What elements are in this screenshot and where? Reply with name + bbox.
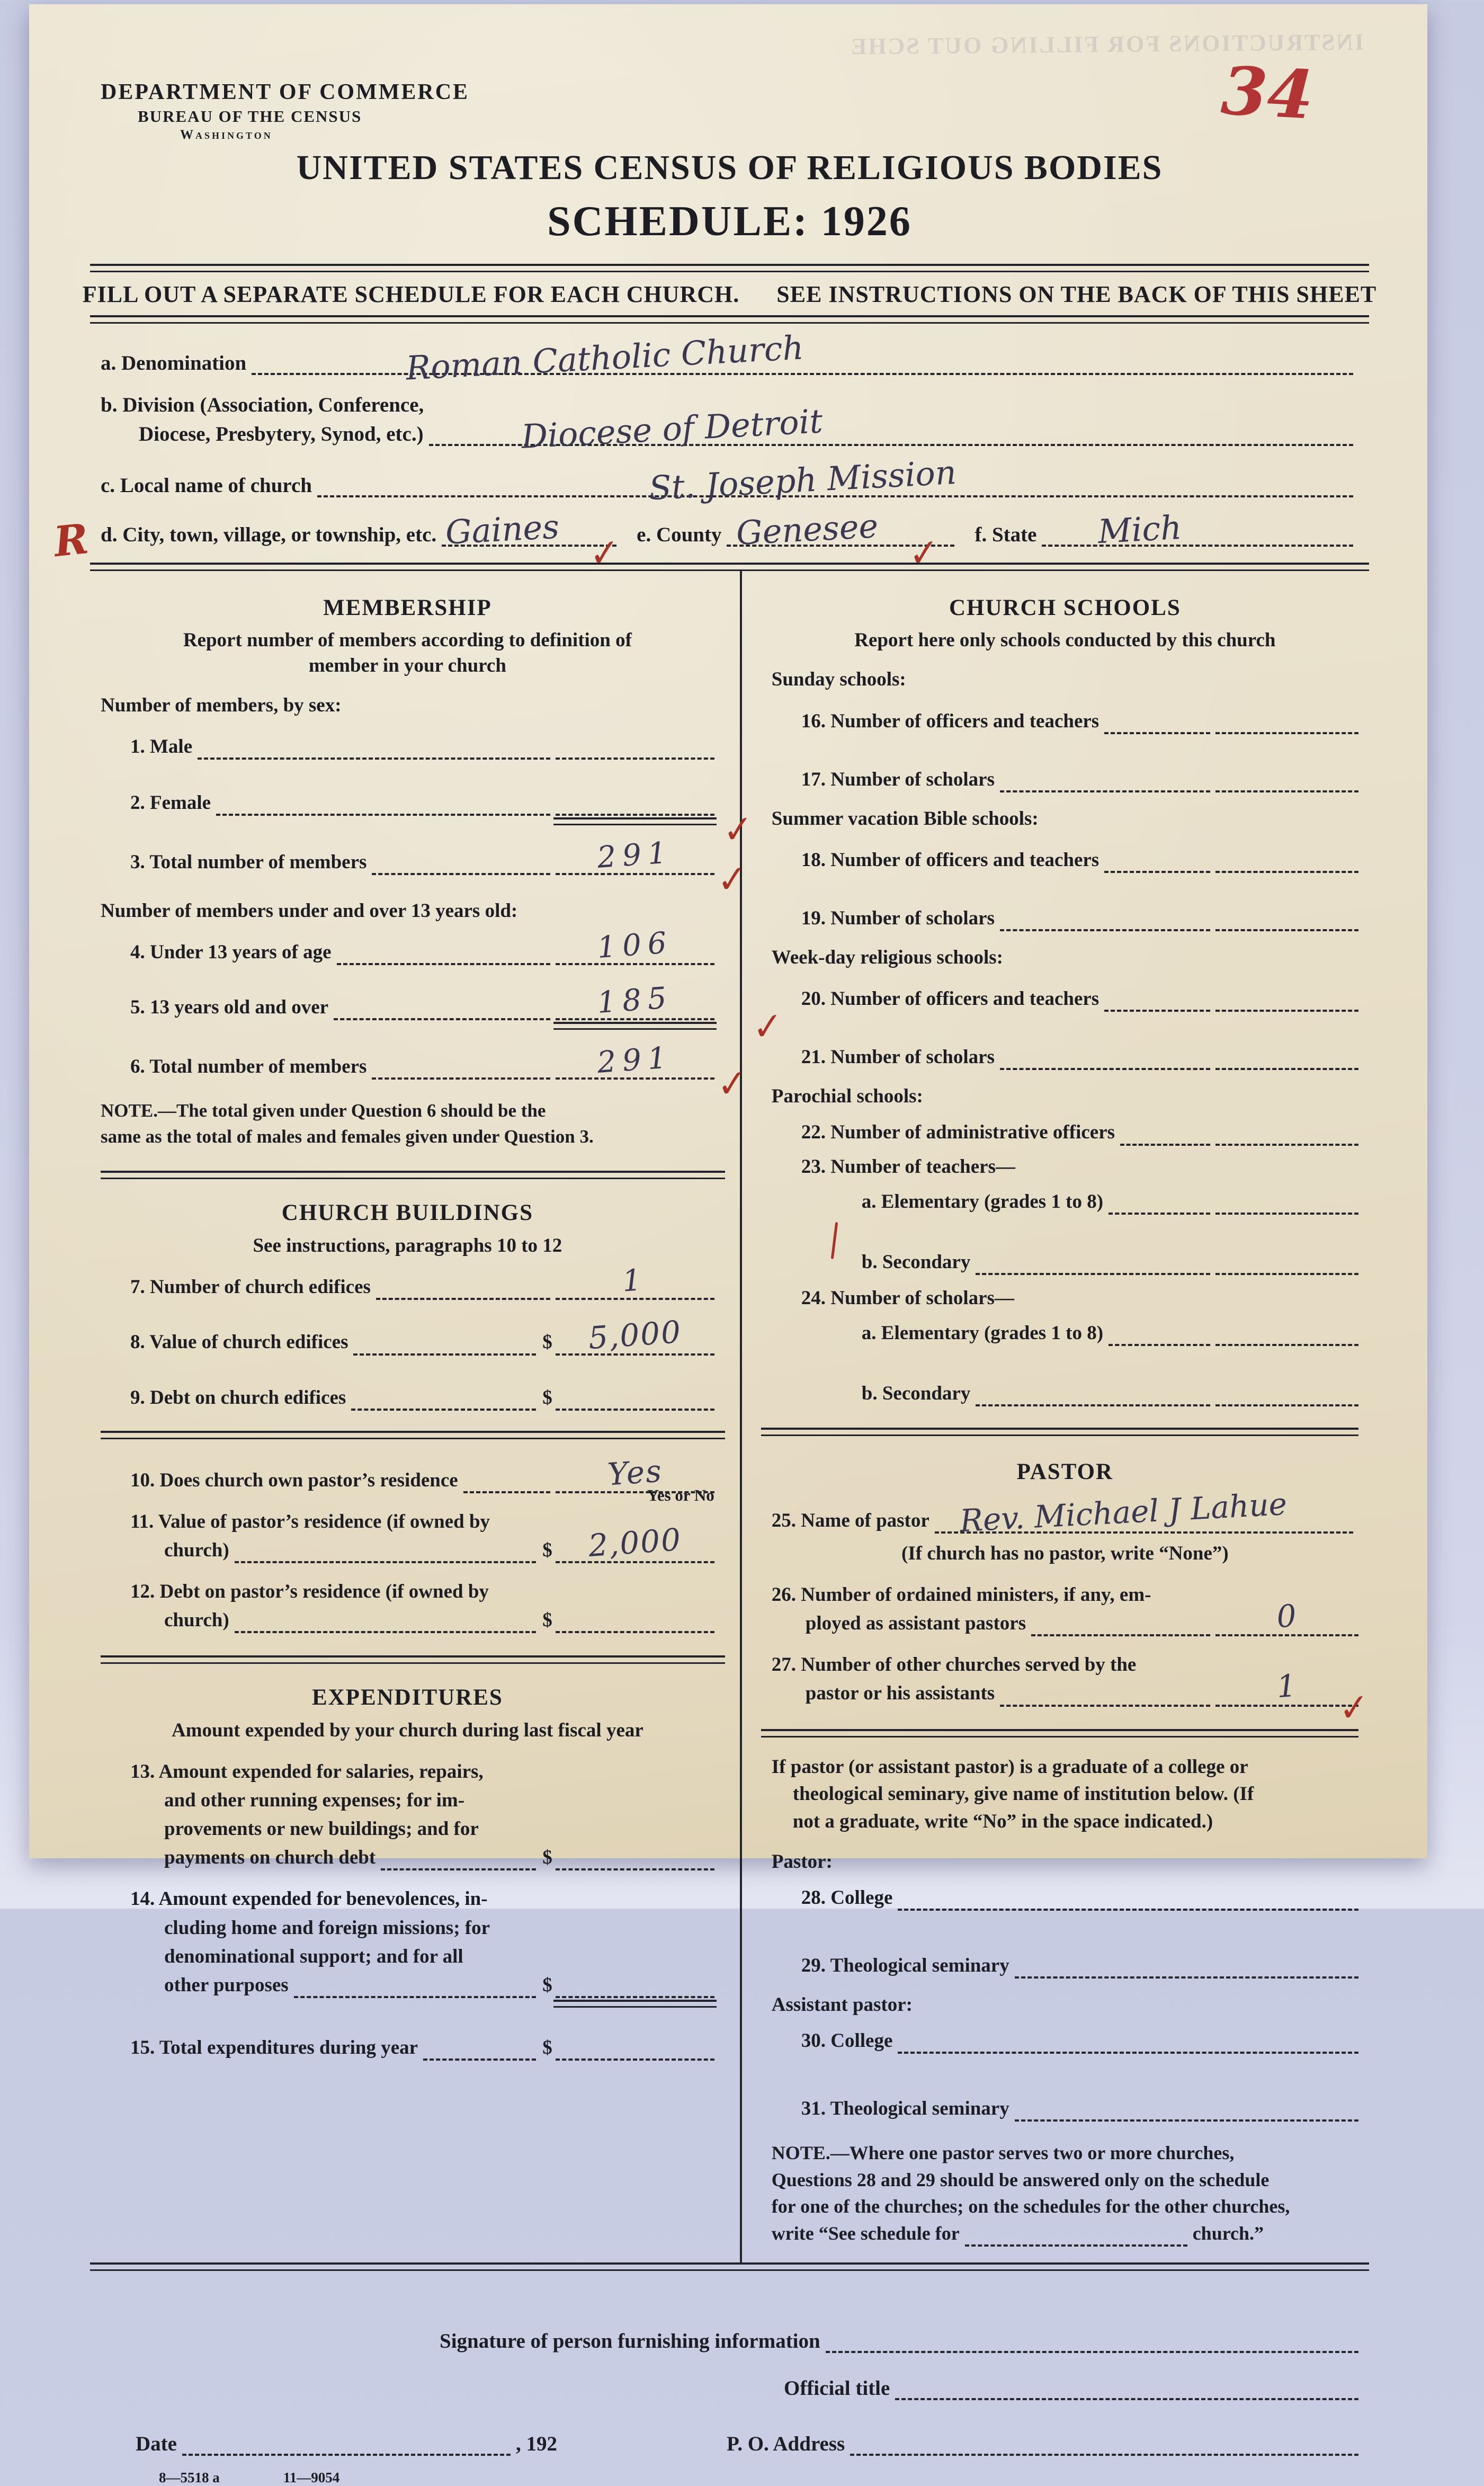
q19-label: 19. Number of scholars bbox=[801, 907, 995, 929]
q5-value: 185 bbox=[596, 981, 674, 1021]
banner-part1: FILL OUT A SEPARATE SCHEDULE FOR EACH CHURCH. bbox=[82, 281, 740, 307]
leader-line bbox=[235, 1621, 537, 1634]
q13-line1: 13. Amount expended for salaries, repairs, bbox=[130, 1761, 484, 1783]
divider bbox=[761, 1428, 1358, 1436]
field-a-line bbox=[252, 327, 1353, 388]
question-8 bbox=[101, 1314, 714, 1357]
field-a-label: a. Denomination bbox=[101, 351, 247, 375]
leader-line bbox=[1108, 1334, 1210, 1346]
q13-line2: and other running expenses; for im- bbox=[164, 1789, 465, 1812]
note-line2: same as the total of males and females given under Question 3. bbox=[101, 1126, 594, 1147]
dollar-sign: $ bbox=[542, 1386, 552, 1409]
leader-line bbox=[1031, 1625, 1210, 1637]
q2-label: 2. Female bbox=[130, 791, 211, 814]
q23-label: 23. Number of teachers— bbox=[801, 1155, 1015, 1178]
divider bbox=[90, 2262, 1369, 2271]
divider bbox=[101, 1655, 725, 1664]
leader-line bbox=[898, 1899, 1358, 1911]
q27-value: 1 bbox=[1275, 1667, 1299, 1705]
q25-label: 25. Name of pastor bbox=[771, 1509, 929, 1531]
question-4 bbox=[101, 925, 714, 966]
leader-line bbox=[1104, 861, 1210, 873]
date-address-row bbox=[101, 2432, 1358, 2456]
q23a-answer bbox=[1215, 1201, 1358, 1215]
footer bbox=[101, 2271, 1358, 2486]
leader-line bbox=[216, 804, 550, 816]
q11-answer bbox=[556, 1521, 714, 1564]
q25-note: (If church has no pastor, write “None”) bbox=[901, 1543, 1229, 1565]
question-20 bbox=[772, 986, 1358, 1012]
pastor-note-line4a: write “See schedule for bbox=[771, 2222, 960, 2244]
divider bbox=[90, 315, 1369, 324]
yes-or-no-hint: Yes or No bbox=[647, 1485, 714, 1504]
po-address-label: P. O. Address bbox=[726, 2432, 845, 2456]
field-c-value: St. Joseph Mission bbox=[648, 452, 958, 507]
question-15 bbox=[101, 2035, 714, 2061]
group-parochial-schools: Parochial schools: bbox=[771, 1085, 923, 1108]
question-26 bbox=[772, 1582, 1358, 1636]
official-title-line bbox=[895, 2388, 1358, 2401]
pastor-note bbox=[772, 2140, 1358, 2247]
leader-line bbox=[337, 954, 550, 966]
q30-label: 30. College bbox=[801, 2030, 893, 2052]
po-address-line bbox=[850, 2444, 1358, 2456]
census-schedule-form bbox=[29, 4, 1427, 2486]
red-checkmark: ✓ bbox=[722, 807, 754, 852]
q13-line3: provements or new buildings; and for bbox=[164, 1818, 479, 1840]
group-weekday-schools: Week-day religious schools: bbox=[771, 947, 1003, 969]
q7-answer bbox=[556, 1262, 714, 1300]
q4-label: 4. Under 13 years of age bbox=[130, 941, 332, 964]
leader-line bbox=[1000, 780, 1210, 792]
leader-line bbox=[1015, 1967, 1358, 1979]
date-suffix: , 192 bbox=[515, 2432, 557, 2456]
q15-label: 15. Total expenditures during year bbox=[130, 2036, 418, 2059]
note-line1: NOTE.—The total given under Question 6 should be the bbox=[101, 1100, 546, 1121]
q20-answer bbox=[1215, 998, 1358, 1012]
question-5 bbox=[101, 981, 714, 1021]
question-29 bbox=[772, 1953, 1358, 1979]
question-2 bbox=[101, 790, 714, 816]
leader-line bbox=[423, 2048, 536, 2061]
field-a-value: Roman Catholic Church bbox=[405, 327, 805, 388]
signature-label: Signature of person furnishing information bbox=[440, 2330, 820, 2353]
question-11 bbox=[101, 1509, 714, 1563]
q11-label2: church) bbox=[164, 1539, 229, 1561]
question-10 bbox=[101, 1453, 714, 1504]
leader-line bbox=[1108, 1202, 1210, 1215]
church-buildings-subheading: See instructions, paragraphs 10 to 12 bbox=[253, 1235, 562, 1257]
q27-label2: pastor or his assistants bbox=[805, 1682, 995, 1705]
leader-line bbox=[1000, 1695, 1210, 1707]
pastor-note-line1: NOTE.—Where one pastor serves two or more churches, bbox=[771, 2142, 1235, 2164]
q20-label: 20. Number of officers and teachers bbox=[801, 988, 1099, 1010]
grad-line2: theological seminary, give name of institution below. (If bbox=[792, 1783, 1254, 1805]
page-number-handwritten: 34 bbox=[1219, 52, 1316, 135]
left-column bbox=[101, 571, 748, 2263]
dollar-sign: $ bbox=[542, 1847, 552, 1869]
q1-answer bbox=[556, 746, 714, 760]
divider bbox=[101, 1431, 725, 1439]
pastor-note-line4b: church.” bbox=[1192, 2222, 1264, 2244]
agency-city: Washington bbox=[180, 128, 273, 142]
q3-answer bbox=[556, 835, 748, 902]
q17-label: 17. Number of scholars bbox=[801, 768, 995, 790]
q7-label: 7. Number of church edifices bbox=[130, 1276, 371, 1298]
q24-label: 24. Number of scholars— bbox=[801, 1287, 1014, 1309]
question-13 bbox=[101, 1759, 714, 1870]
question-24 bbox=[772, 1286, 1358, 1311]
q23b-label: b. Secondary bbox=[861, 1251, 971, 1273]
field-c-label: c. Local name of church bbox=[101, 474, 312, 497]
q25-value: Rev. Michael J Lahue bbox=[959, 1485, 1288, 1539]
q26-value: 0 bbox=[1275, 1597, 1299, 1635]
question-24a bbox=[772, 1321, 1358, 1346]
q12-answer bbox=[556, 1619, 714, 1633]
expenditures-heading: EXPENDITURES bbox=[311, 1685, 503, 1710]
membership-subheading bbox=[122, 628, 693, 679]
divider bbox=[101, 1171, 725, 1179]
q16-answer bbox=[1215, 720, 1358, 734]
q1-label: 1. Male bbox=[130, 735, 193, 758]
grad-line1: If pastor (or assistant pastor) is a graduate of a college or bbox=[771, 1756, 1248, 1778]
field-f-line bbox=[1042, 507, 1353, 551]
question-23b bbox=[772, 1250, 1358, 1275]
leader-line bbox=[334, 1009, 550, 1021]
header-fields bbox=[51, 324, 1358, 575]
question-23a bbox=[772, 1189, 1358, 1215]
leader-line bbox=[353, 1343, 536, 1356]
question-30 bbox=[772, 2028, 1358, 2054]
field-b-label1: b. Division (Association, Conference, bbox=[101, 393, 424, 416]
q21-answer bbox=[1215, 1056, 1358, 1070]
dollar-sign: $ bbox=[542, 1539, 552, 1561]
dollar-sign: $ bbox=[542, 1974, 552, 1996]
question-14 bbox=[101, 1886, 714, 1998]
red-checkmark: ✓ bbox=[752, 1004, 783, 1049]
church-schools-heading: CHURCH SCHOOLS bbox=[949, 595, 1181, 620]
question-23 bbox=[772, 1154, 1358, 1180]
field-d-label: d. City, town, village, or township, etc. bbox=[101, 523, 437, 546]
q24a-answer bbox=[1215, 1332, 1358, 1346]
field-local-name bbox=[101, 452, 1358, 507]
divider bbox=[90, 264, 1369, 272]
q12-label1: 12. Debt on pastor’s residence (if owned by bbox=[130, 1580, 489, 1602]
q24b-label: b. Secondary bbox=[861, 1382, 971, 1404]
form-subtitle: SCHEDULE: 1926 bbox=[547, 198, 912, 245]
q14-answer bbox=[556, 1984, 714, 1998]
q23b-answer bbox=[1215, 1261, 1358, 1275]
q14-line1: 14. Amount expended for benevolences, in- bbox=[130, 1888, 488, 1910]
q22-answer bbox=[1215, 1131, 1358, 1145]
leader-line bbox=[1000, 920, 1210, 932]
question-3 bbox=[101, 835, 748, 902]
dollar-sign: $ bbox=[542, 2036, 552, 2059]
dollar-sign: $ bbox=[542, 1609, 552, 1631]
leader-line bbox=[376, 1288, 550, 1300]
leader-line bbox=[976, 1395, 1210, 1407]
red-checkmark: ✓ bbox=[589, 530, 621, 575]
q22-label: 22. Number of administrative officers bbox=[801, 1121, 1115, 1144]
q26-label2: ployed as assistant pastors bbox=[805, 1612, 1026, 1635]
q2-answer bbox=[556, 802, 714, 816]
question-19 bbox=[772, 906, 1358, 931]
date-label: Date bbox=[136, 2432, 177, 2456]
church-schools-subheading: Report here only schools conducted by this church bbox=[854, 629, 1276, 652]
red-mark bbox=[831, 1222, 838, 1259]
q11-value: 2,000 bbox=[587, 1521, 683, 1564]
divider bbox=[90, 563, 1369, 571]
assistant-pastor-group-label: Assistant pastor: bbox=[771, 1994, 913, 2016]
q8-value: 5,000 bbox=[587, 1314, 683, 1357]
question-9 bbox=[101, 1385, 714, 1411]
leader-line bbox=[1120, 1134, 1210, 1146]
group-sunday-schools: Sunday schools: bbox=[771, 669, 906, 691]
red-margin-mark: R bbox=[51, 514, 91, 566]
q13-line4: payments on church debt bbox=[164, 1847, 376, 1869]
leader-line bbox=[1104, 1000, 1210, 1012]
field-d-value: Gaines bbox=[444, 506, 560, 552]
signature-line bbox=[826, 2341, 1358, 2354]
instruction-banner bbox=[82, 272, 1377, 315]
q28-label: 28. College bbox=[801, 1887, 893, 1909]
question-7 bbox=[101, 1262, 714, 1300]
q27-answer bbox=[1215, 1667, 1370, 1730]
dollar-sign: $ bbox=[542, 1331, 552, 1353]
q10-answer bbox=[556, 1453, 714, 1504]
pastor-heading: PASTOR bbox=[1016, 1459, 1114, 1485]
q5-label: 5. 13 years old and over bbox=[130, 996, 329, 1019]
leader-line bbox=[976, 1263, 1210, 1275]
church-buildings-heading: CHURCH BUILDINGS bbox=[281, 1200, 533, 1226]
field-e-value: Genesee bbox=[735, 506, 879, 553]
q6-answer bbox=[556, 1040, 748, 1107]
q31-label: 31. Theological seminary bbox=[801, 2098, 1009, 2120]
leader-line bbox=[198, 747, 550, 760]
agency-block bbox=[101, 78, 1358, 144]
expenditures-subheading: Amount expended by your church during last fiscal year bbox=[171, 1719, 643, 1741]
field-city-county-state bbox=[51, 506, 1358, 575]
field-f-value: Mich bbox=[1097, 507, 1183, 551]
question-6 bbox=[101, 1040, 748, 1107]
leader-line bbox=[965, 2235, 1187, 2247]
q26-answer bbox=[1215, 1597, 1358, 1636]
question-16 bbox=[772, 709, 1358, 734]
group-members-by-sex: Number of members, by sex: bbox=[101, 694, 342, 716]
q18-answer bbox=[1215, 859, 1358, 873]
leader-line bbox=[463, 1481, 550, 1493]
leader-line bbox=[1104, 722, 1210, 734]
q8-answer bbox=[556, 1314, 714, 1357]
q12-label2: church) bbox=[164, 1609, 229, 1631]
q19-answer bbox=[1215, 917, 1358, 931]
q17-answer bbox=[1215, 779, 1358, 792]
q8-label: 8. Value of church edifices bbox=[130, 1331, 348, 1353]
membership-note bbox=[101, 1098, 714, 1150]
graduate-note bbox=[772, 1753, 1358, 1835]
q29-label: 29. Theological seminary bbox=[801, 1955, 1009, 1977]
q23a-label: a. Elementary (grades 1 to 8) bbox=[861, 1190, 1104, 1213]
question-25 bbox=[771, 1485, 1358, 1539]
q6-value: 291 bbox=[596, 1040, 674, 1080]
question-31 bbox=[772, 2096, 1358, 2122]
form-body bbox=[101, 571, 1370, 2263]
banner-part2: SEE INSTRUCTIONS ON THE BACK OF THIS SHEET bbox=[776, 281, 1377, 307]
q4-answer bbox=[556, 925, 714, 966]
q3-value: 291 bbox=[596, 835, 674, 876]
pastor-group-label: Pastor: bbox=[771, 1850, 833, 1873]
q11-label1: 11. Value of pastor’s residence (if owned by bbox=[130, 1510, 490, 1532]
q14-line3: denominational support; and for all bbox=[164, 1945, 463, 1967]
leader-line bbox=[235, 1551, 537, 1563]
q10-label: 10. Does church own pastor’s residence bbox=[130, 1469, 458, 1491]
red-checkmark: ✓ bbox=[1338, 1685, 1370, 1730]
q14-line2: cluding home and foreign missions; for bbox=[164, 1917, 490, 1939]
divider bbox=[761, 1729, 1358, 1737]
question-17 bbox=[772, 767, 1358, 792]
field-e-line bbox=[727, 506, 954, 575]
leader-line bbox=[381, 1859, 536, 1871]
q7-value: 1 bbox=[621, 1262, 649, 1299]
leader-line bbox=[351, 1398, 536, 1411]
field-b-value: Diocese of Detroit bbox=[520, 401, 824, 456]
q24b-answer bbox=[1215, 1393, 1358, 1406]
question-21 bbox=[752, 1004, 1358, 1070]
question-18 bbox=[772, 848, 1358, 873]
q3-label: 3. Total number of members bbox=[130, 851, 367, 873]
question-27 bbox=[771, 1652, 1370, 1730]
field-f-label: f. State bbox=[975, 523, 1037, 546]
q25-line bbox=[935, 1485, 1353, 1539]
form-code-2: 11—9054 bbox=[283, 2470, 340, 2486]
leader-line bbox=[898, 2042, 1358, 2054]
q24a-label: a. Elementary (grades 1 to 8) bbox=[861, 1322, 1104, 1344]
signature-row bbox=[101, 2329, 1358, 2353]
date-line bbox=[182, 2444, 511, 2456]
department-name: DEPARTMENT OF COMMERCE bbox=[101, 80, 470, 104]
leader-line bbox=[372, 1068, 550, 1080]
q4-value: 106 bbox=[596, 925, 674, 966]
question-28 bbox=[772, 1885, 1358, 1911]
field-denomination bbox=[101, 327, 1358, 388]
grad-line3: not a graduate, write “No” in the space indicated.) bbox=[792, 1811, 1213, 1833]
q16-label: 16. Number of officers and teachers bbox=[801, 710, 1099, 732]
red-checkmark: ✓ bbox=[716, 1062, 748, 1107]
leader-line bbox=[294, 1986, 537, 1998]
field-b-label2: Diocese, Presbytery, Synod, etc.) bbox=[139, 422, 424, 445]
official-title-row bbox=[101, 2376, 1358, 2400]
q21-label: 21. Number of scholars bbox=[801, 1046, 995, 1068]
q13-answer bbox=[556, 1857, 714, 1870]
membership-sub1: Report number of members according to definition of bbox=[183, 629, 632, 652]
membership-sub2: member in your church bbox=[308, 655, 506, 677]
bleedthrough-text: INSTRUCTIONS FOR FILLING OUT SCHE bbox=[849, 29, 1364, 60]
q26-label1: 26. Number of ordained ministers, if any, em- bbox=[771, 1584, 1151, 1606]
red-checkmark: ✓ bbox=[908, 530, 940, 575]
q18-label: 18. Number of officers and teachers bbox=[801, 849, 1099, 871]
q6-label: 6. Total number of members bbox=[130, 1056, 367, 1078]
summer-label: Summer vacation Bible schools: bbox=[771, 807, 1039, 830]
q5-answer bbox=[556, 981, 714, 1021]
form-codes bbox=[101, 2470, 1358, 2486]
group-members-age: Number of members under and over 13 years old: bbox=[101, 899, 518, 922]
q15-answer bbox=[556, 2047, 714, 2061]
form-code-1: 8—5518 a bbox=[159, 2470, 220, 2486]
membership-heading: MEMBERSHIP bbox=[323, 595, 492, 620]
group-summer-schools bbox=[722, 806, 1358, 852]
red-checkmark: ✓ bbox=[716, 857, 748, 902]
form-title: UNITED STATES CENSUS OF RELIGIOUS BODIES bbox=[296, 148, 1163, 187]
field-e-label: e. County bbox=[637, 523, 722, 546]
q14-line4: other purposes bbox=[164, 1974, 289, 1996]
leader-line bbox=[1000, 1058, 1210, 1071]
pastor-note-line2: Questions 28 and 29 should be answered only on the schedule bbox=[771, 2169, 1270, 2190]
q10-value: Yes bbox=[606, 1453, 664, 1493]
field-c-line bbox=[317, 452, 1353, 507]
question-24b bbox=[772, 1381, 1358, 1406]
pastor-note-line3: for one of the churches; on the schedules for the other churches, bbox=[771, 2196, 1290, 2217]
official-title-label: Official title bbox=[784, 2377, 890, 2400]
leader-line bbox=[1015, 2110, 1358, 2122]
field-b-line bbox=[429, 401, 1353, 456]
q9-label: 9. Debt on church edifices bbox=[130, 1386, 346, 1409]
q9-answer bbox=[556, 1396, 714, 1410]
question-1 bbox=[101, 734, 714, 760]
field-d-line bbox=[442, 506, 621, 575]
bureau-name: BUREAU OF THE CENSUS bbox=[138, 106, 362, 126]
question-22 bbox=[772, 1120, 1358, 1145]
right-column bbox=[722, 571, 1370, 2263]
question-12 bbox=[101, 1579, 714, 1633]
leader-line bbox=[372, 863, 550, 875]
q27-label1: 27. Number of other churches served by the bbox=[771, 1654, 1137, 1676]
